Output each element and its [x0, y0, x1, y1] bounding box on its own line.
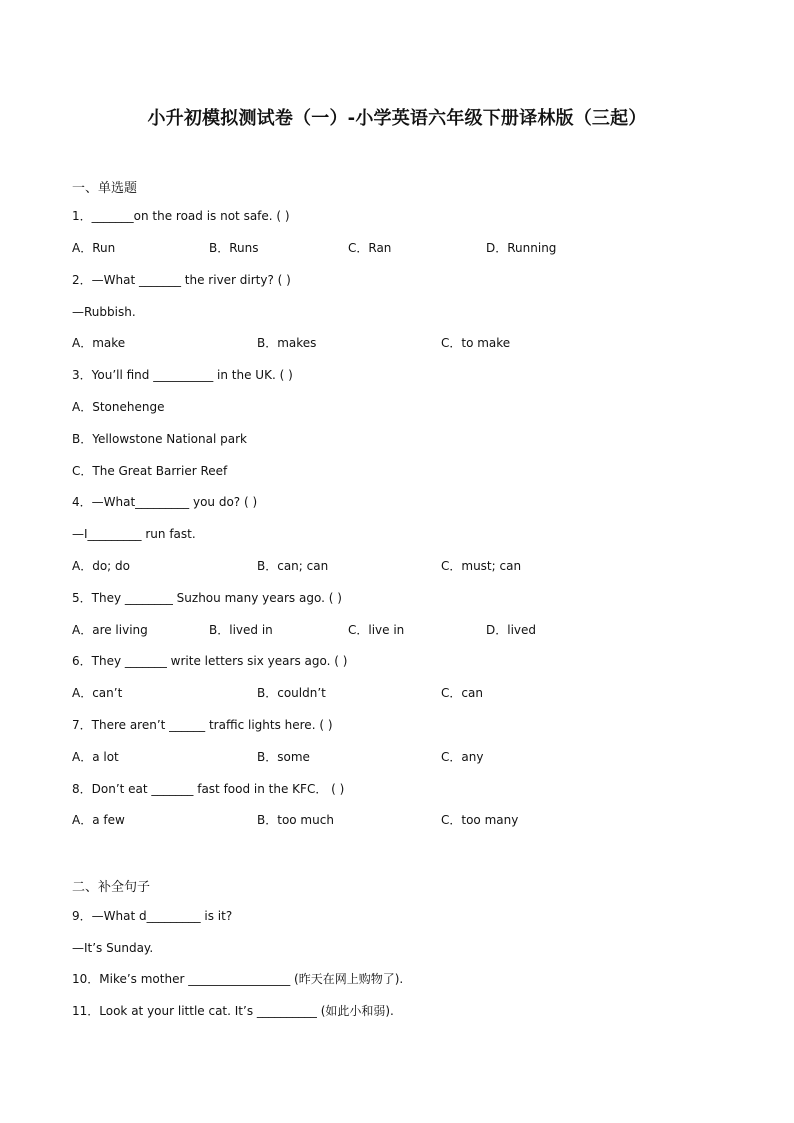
q8-option-b: B．too much: [257, 813, 334, 827]
question-8: 8．Don’t eat _______ fast food in the KFC． ( ): [72, 782, 345, 796]
q2-option-a: A．make: [72, 336, 126, 350]
section-heading-complete-sentences: 二、补全句子: [72, 880, 151, 895]
q6-option-b: B．couldn’t: [257, 686, 326, 700]
question-9-reply: —It’s Sunday.: [72, 941, 154, 955]
page-title: 小升初模拟测试卷（一）-小学英语六年级下册译林版（三起）: [147, 108, 647, 129]
q1-option-d: D．Running: [486, 241, 557, 255]
section-heading-single-choice: 一、单选题: [72, 181, 138, 196]
question-6: 6．They _______ write letters six years ago. ( ): [72, 654, 348, 668]
question-3: 3．You’ll find __________ in the UK. ( ): [72, 368, 293, 382]
question-10: 10．Mike’s mother _________________ (昨天在网上购物了).: [72, 972, 404, 986]
question-9: 9．—What d_________ is it?: [72, 909, 233, 923]
q3-option-a: A．Stonehenge: [72, 400, 165, 414]
q3-option-b: B．Yellowstone National park: [72, 432, 247, 446]
question-7: 7．There aren’t ______ traffic lights here. ( ): [72, 718, 333, 732]
q7-option-c: C．any: [441, 750, 484, 764]
q2-option-c: C．to make: [441, 336, 511, 350]
q6-option-c: C．can: [441, 686, 483, 700]
question-5: 5．They ________ Suzhou many years ago. ( ): [72, 591, 342, 605]
question-2-reply: —Rubbish.: [72, 305, 136, 319]
q8-option-c: C．too many: [441, 813, 519, 827]
question-1: 1．_______on the road is not safe. ( ): [72, 209, 290, 223]
q5-option-b: B．lived in: [209, 623, 273, 637]
question-11: 11．Look at your little cat. It’s __________ (如此小和弱).: [72, 1004, 394, 1018]
q4-option-b: B．can; can: [257, 559, 329, 573]
q1-option-b: B．Runs: [209, 241, 259, 255]
q7-option-a: A．a lot: [72, 750, 119, 764]
q3-option-c: C．The Great Barrier Reef: [72, 464, 228, 478]
q7-option-b: B．some: [257, 750, 310, 764]
q6-option-a: A．can’t: [72, 686, 123, 700]
q5-option-a: A．are living: [72, 623, 148, 637]
q1-option-c: C．Ran: [348, 241, 392, 255]
q4-option-a: A．do; do: [72, 559, 130, 573]
q5-option-c: C．live in: [348, 623, 405, 637]
q5-option-d: D．lived: [486, 623, 537, 637]
q2-option-b: B．makes: [257, 336, 317, 350]
question-4: 4．—What_________ you do? ( ): [72, 495, 258, 509]
question-2: 2．—What _______ the river dirty? ( ): [72, 273, 291, 287]
q4-option-c: C．must; can: [441, 559, 522, 573]
question-4-reply: —I_________ run fast.: [72, 527, 196, 541]
q1-option-a: A．Run: [72, 241, 116, 255]
q8-option-a: A．a few: [72, 813, 125, 827]
